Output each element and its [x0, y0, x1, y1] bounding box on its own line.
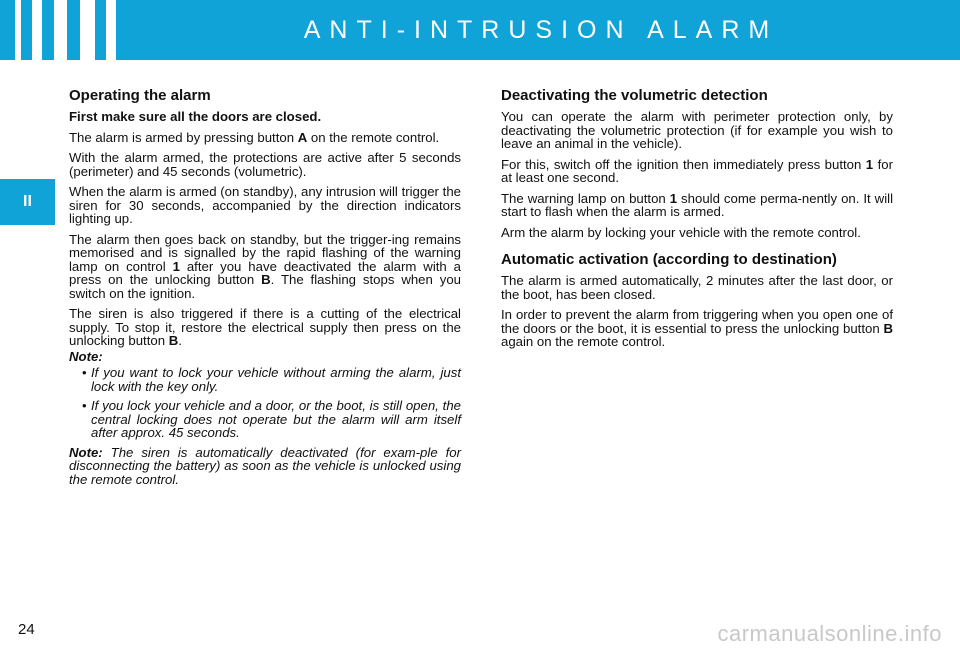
list-item: • If you want to lock your vehicle without arming the alarm, just lock with the key only. — [82, 365, 461, 394]
section-heading-automatic: Automatic activation (according to destination) — [501, 251, 837, 268]
note-siren-deactivated: Note: The siren is automatically deactivated (for exam-ple for disconnecting the battery) as soon as the vehicle is unlocked using the remote control. — [69, 444, 461, 487]
page-title: ANTI-INTRUSION ALARM — [303, 16, 779, 44]
list-item: • If you lock your vehicle and a door, or the boot, is still open, the central locking does not operate but the alarm will arm itself after approx. 45 seconds. — [82, 398, 461, 440]
chapter-tab: II — [0, 179, 55, 225]
paragraph-warning-lamp: The warning lamp on button 1 should come perma-nently on. It will start to flash when the alarm is armed. — [501, 190, 893, 219]
left-column — [69, 87, 461, 493]
note-label: Note: — [69, 348, 103, 364]
paragraph-prevent-trigger: In order to prevent the alarm from triggering when you open one of the doors or the boot, it is essential to press the unlocking button B again on the remote control. — [501, 307, 893, 349]
bullet-icon: • — [82, 365, 87, 380]
note-list — [69, 366, 461, 440]
page-header — [0, 0, 960, 60]
paragraph-press-button: For this, switch off the ignition then immediately press button 1 for at least one second. — [501, 156, 893, 185]
paragraph-auto-armed: The alarm is armed automatically, 2 minutes after the last door, or the boot, has been closed. — [501, 273, 893, 302]
paragraph-perimeter-only: You can operate the alarm with perimeter protection only, by deactivating the volumetric protection (if for example you wish to leave an animal in the vehicle). — [501, 109, 893, 151]
paragraph-standby: The alarm then goes back on standby, but the trigger-ing remains memorised and is signalled by the rapid flashing of the warning lamp on control 1 after you have deactivated the alarm with a press on the unlocking button B. The flashing stops when you switch on the ignition. — [69, 231, 462, 301]
paragraph-arming: The alarm is armed by pressing button A on the remote control. — [69, 129, 440, 145]
page-number: 24 — [18, 621, 35, 638]
section-heading-volumetric: Deactivating the volumetric detection — [501, 87, 768, 104]
section-heading-operating: Operating the alarm — [69, 87, 211, 104]
paragraph-siren-supply: The siren is also triggered if there is a cutting of the electrical supply. To stop it, restore the electrical supply then press on the unlocking button B. — [69, 306, 461, 348]
intro-bold-line: First make sure all the doors are closed. — [69, 109, 322, 124]
paragraph-arm-locking: Arm the alarm by locking your vehicle with the remote control. — [501, 224, 861, 240]
bullet-icon: • — [82, 398, 87, 413]
paragraph-intrusion: When the alarm is armed (on standby), any intrusion will trigger the siren for 30 seconds, accompanied by the direction indicators lighting up. — [69, 184, 461, 226]
right-column — [501, 87, 893, 356]
paragraph-protections: With the alarm armed, the protections are active after 5 seconds (perimeter) and 45 seconds (volumetric). — [69, 150, 461, 179]
watermark: carmanualsonline.info — [717, 621, 942, 646]
